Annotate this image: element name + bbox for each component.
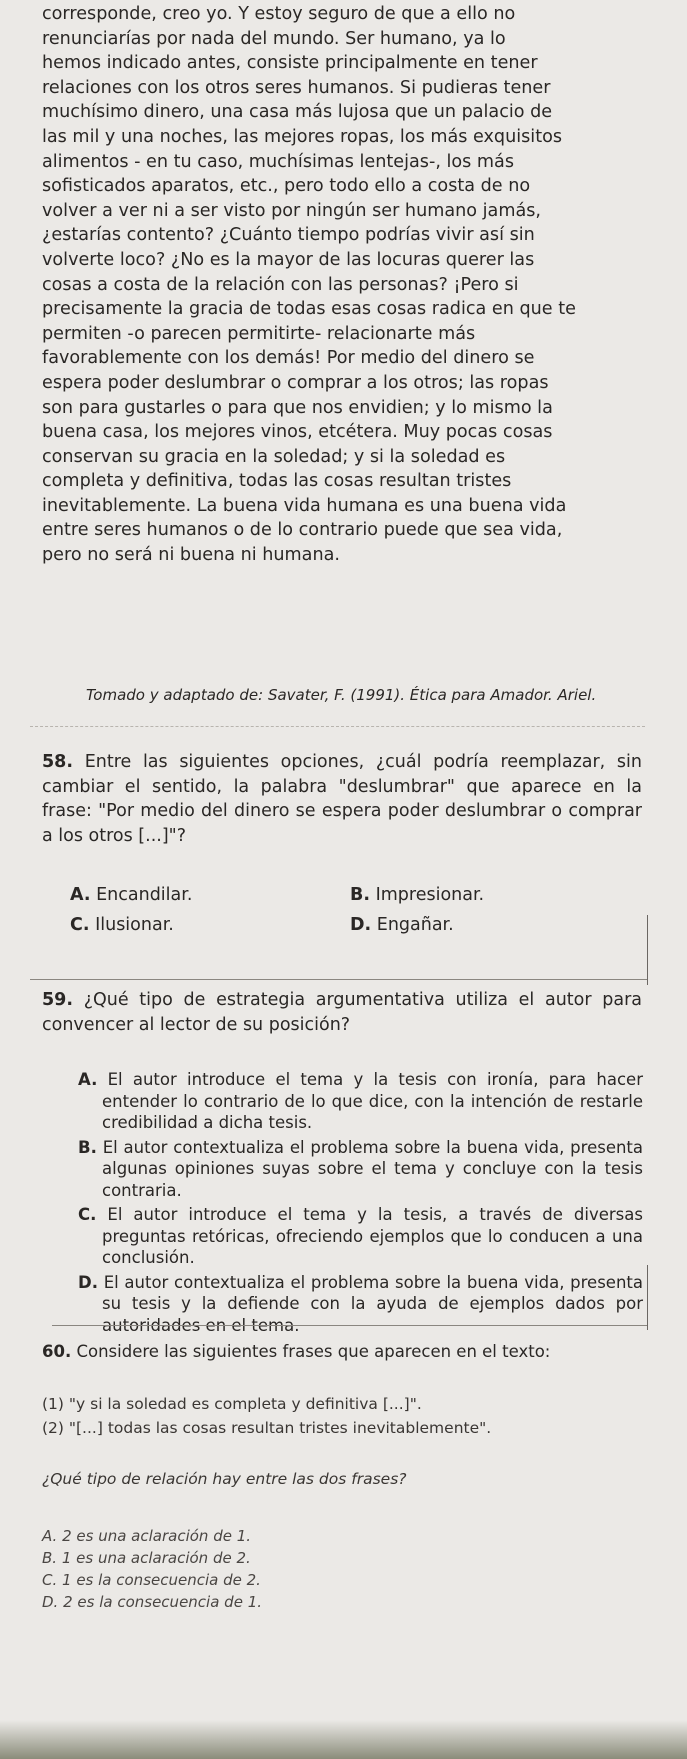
- passage-line: conservan su gracia en la soledad; y si la soledad es: [42, 446, 506, 467]
- box-border: [647, 1265, 648, 1330]
- source-citation: Tomado y adaptado de: Savater, F. (1991). Ética para Amador. Ariel.: [86, 686, 597, 704]
- option-d[interactable]: [350, 910, 630, 940]
- question-58: [42, 750, 642, 848]
- passage-line: relaciones con los otros seres humanos. Si pudieras tener: [42, 77, 551, 98]
- option-letter: C.: [78, 1205, 97, 1224]
- question-number: 59.: [42, 990, 74, 1010]
- passage-line: pero no será ni buena ni humana.: [42, 545, 340, 566]
- question-59: [42, 988, 642, 1037]
- passage-line: favorablemente con los demás! Por medio del dinero se: [42, 348, 535, 369]
- option-letter: B.: [78, 1137, 97, 1157]
- question-58-text: [42, 750, 642, 848]
- option-text: Encandilar.: [96, 885, 193, 905]
- question-58-options: [70, 880, 630, 940]
- question-59-text: [42, 988, 642, 1037]
- box-border: [647, 915, 648, 985]
- option-text: El autor contextualiza el problema sobre la buena vida, presenta algunas opiniones suyas sobre el tema y concluye con la tesis contraria.: [102, 1137, 644, 1200]
- option-letter: B.: [350, 885, 370, 905]
- option-letter: D.: [350, 915, 372, 935]
- option-c[interactable]: [70, 910, 350, 940]
- passage-line: corresponde, creo yo. Y estoy seguro de que a ello no: [42, 4, 516, 24]
- passage-line: inevitablemente. La buena vida humana es una buena vida: [42, 495, 567, 516]
- passage-line: alimentos - en tu caso, muchísimas lentejas-, los más: [42, 151, 514, 172]
- passage-line: volverte loco? ¿No es la mayor de las locuras querer las: [42, 249, 535, 270]
- question-stem: ¿Qué tipo de estrategia argumentativa utiliza el autor para convencer al lector de su posición?: [42, 990, 642, 1035]
- question-59-options: [78, 1069, 643, 1339]
- passage-line: volver a ver ni a ser visto por ningún ser humano jamás,: [42, 200, 542, 221]
- option-text: Impresionar.: [375, 885, 485, 905]
- question-stem: Entre las siguientes opciones, ¿cuál podría reemplazar, sin cambiar el sentido, la palabra "deslumbrar" que aparece en la frase: "Por medio del dinero se espera poder deslumbrar o comprar a los otros [...]"?: [42, 752, 642, 846]
- option-b[interactable]: B. 1 es una aclaración de 2.: [42, 1549, 251, 1567]
- option-a[interactable]: [70, 880, 350, 910]
- passage-line: muchísimo dinero, una casa más lujosa que un palacio de: [42, 102, 553, 123]
- option-letter: A.: [70, 885, 91, 905]
- option-text: El autor contextualiza el problema sobre la buena vida, presenta su tesis y la defiende con la ayuda de ejemplos dados por autoridades en el tema.: [102, 1272, 643, 1335]
- option-b[interactable]: [350, 880, 630, 910]
- page-bottom-edge: [0, 1720, 687, 1759]
- question-number: 58.: [42, 752, 74, 772]
- option-a[interactable]: A. 2 es una aclaración de 1.: [42, 1527, 252, 1545]
- passage-line: buena casa, los mejores vinos, etcétera. Muy pocas cosas: [42, 422, 553, 443]
- question-60-options: [42, 1525, 442, 1613]
- section-divider: [30, 726, 645, 727]
- passage-line: permiten -o parecen permitirte- relacionarte más: [42, 323, 476, 344]
- passage-line: completa y definitiva, todas las cosas resultan tristes: [42, 471, 512, 492]
- reading-passage: [42, 2, 642, 568]
- passage-line: renunciarías por nada del mundo. Ser humano, ya lo: [42, 28, 506, 49]
- option-d[interactable]: D. 2 es la consecuencia de 1.: [42, 1593, 263, 1611]
- passage-line: sofisticados aparatos, etc., pero todo ello a costa de no: [42, 176, 531, 197]
- option-letter: A.: [78, 1070, 98, 1089]
- passage-line: precisamente la gracia de todas esas cosas radica en que te: [42, 299, 576, 320]
- question-number: 60.: [42, 1342, 72, 1361]
- passage-line: hemos indicado antes, consiste principalmente en tener: [42, 53, 538, 74]
- option-text: El autor introduce el tema y la tesis, a través de diversas preguntas retóricas, ofreciendo ejemplos que lo conducen a una conclusión.: [102, 1205, 643, 1267]
- passage-line: entre seres humanos o de lo contrario puede que sea vida,: [42, 520, 563, 541]
- option-text: El autor introduce el tema y la tesis con ironía, para hacer entender lo contrario de lo que dice, con la intención de restarle credibilidad a dicha tesis.: [102, 1070, 643, 1132]
- phrase-1: (1) "y si la soledad es completa y definitiva [...]".: [42, 1395, 422, 1413]
- passage-line: son para gustarles o para que nos envidien; y lo mismo la: [42, 397, 553, 418]
- option-letter: D.: [78, 1272, 98, 1292]
- option-c[interactable]: C. 1 es la consecuencia de 2.: [42, 1571, 261, 1589]
- section-divider: [52, 1325, 647, 1326]
- question-60: [42, 1342, 652, 1361]
- passage-line: las mil y una noches, las mejores ropas, los más exquisitos: [42, 126, 563, 147]
- option-text: Engañar.: [376, 915, 454, 935]
- option-b[interactable]: [78, 1137, 643, 1202]
- question-stem: Considere las siguientes frases que aparecen en el texto:: [76, 1342, 551, 1361]
- option-d[interactable]: [78, 1272, 643, 1337]
- option-a[interactable]: [78, 1069, 643, 1134]
- phrase-2: (2) "[...] todas las cosas resultan tristes inevitablemente".: [42, 1419, 492, 1437]
- option-text: Ilusionar.: [95, 915, 174, 935]
- option-c[interactable]: [78, 1204, 643, 1269]
- section-divider: [30, 979, 647, 980]
- passage-line: espera poder deslumbrar o comprar a los otros; las ropas: [42, 372, 549, 393]
- question-60-prompt: ¿Qué tipo de relación hay entre las dos frases?: [42, 1470, 407, 1488]
- passage-line: cosas a costa de la relación con las personas? ¡Pero si: [42, 274, 519, 295]
- passage-line: ¿estarías contento? ¿Cuánto tiempo podrías vivir así sin: [42, 225, 535, 246]
- quoted-phrases: [42, 1392, 652, 1440]
- option-letter: C.: [70, 915, 90, 935]
